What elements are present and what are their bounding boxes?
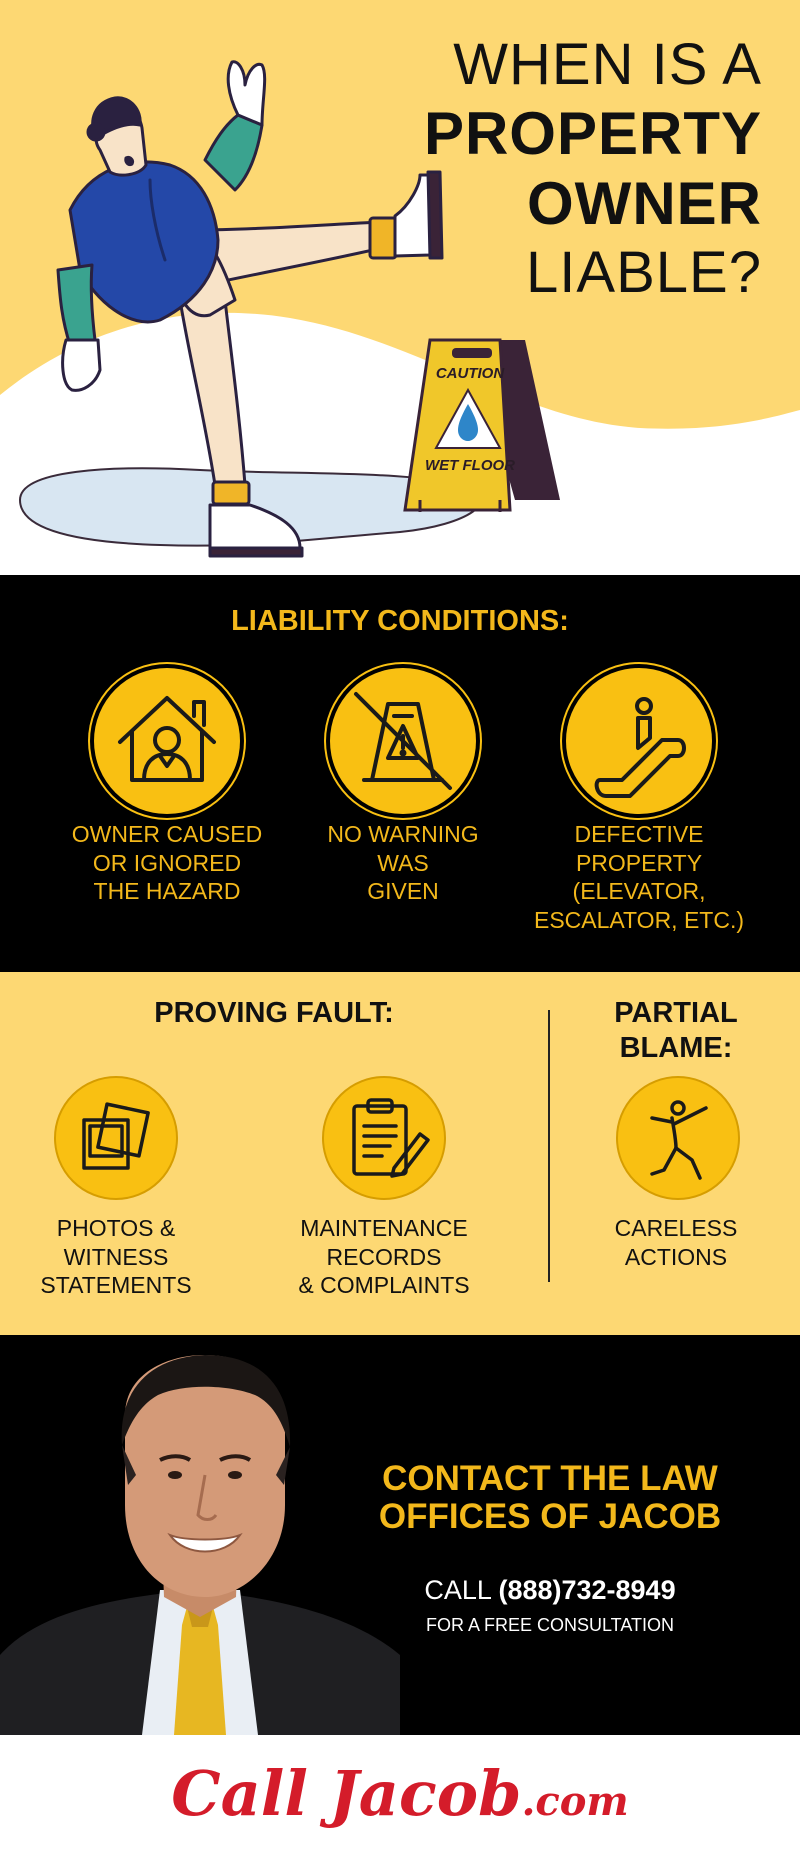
- clipboard-icon: [322, 1076, 446, 1200]
- falling-person-icon: [616, 1076, 740, 1200]
- liability-item-owner-caused: OWNER CAUSED OR IGNORED THE HAZARD: [71, 821, 263, 905]
- contact-heading: CONTACT THE LAW OFFICES OF JACOB: [378, 1459, 722, 1536]
- call-prefix: CALL: [424, 1575, 491, 1605]
- partial-blame-heading: PARTIAL BLAME:: [614, 997, 738, 1065]
- section-divider: [548, 1010, 550, 1282]
- title-line-2: PROPERTY: [423, 100, 762, 167]
- no-warning-sign-icon: [330, 668, 476, 814]
- proving-fault-heading: PROVING FAULT:: [154, 997, 394, 1029]
- fault-item-photos: PHOTOS & WITNESS STATEMENTS: [40, 1215, 192, 1299]
- photos-icon: [54, 1076, 178, 1200]
- footer: [0, 1735, 800, 1855]
- title-line-3: OWNER: [527, 170, 762, 237]
- title-line-4: LIABLE?: [526, 240, 762, 305]
- liability-conditions-section: [0, 575, 800, 972]
- calljacob-logo[interactable]: Call Jacob.com: [171, 1757, 629, 1830]
- svg-text:CAUTION: CAUTION: [435, 365, 505, 382]
- proving-fault-section: [0, 972, 800, 1335]
- liability-item-defective-property: DEFECTIVE PROPERTY (ELEVATOR, ESCALATOR, ETC.): [533, 821, 745, 933]
- free-consultation-text: FOR A FREE CONSULTATION: [425, 1615, 675, 1635]
- fault-item-maintenance: MAINTENANCE RECORDS & COMPLAINTS: [298, 1215, 470, 1299]
- liability-item-no-warning: NO WARNING WAS GIVEN: [327, 821, 479, 905]
- house-person-icon: [94, 668, 240, 814]
- title-line-1: WHEN IS A: [453, 32, 762, 97]
- hero-section: [0, 0, 800, 575]
- wet-floor-sign-icon: [405, 340, 560, 512]
- svg-text:WET FLOOR: WET FLOOR: [425, 457, 515, 474]
- hero-title: [423, 32, 762, 305]
- contact-section: [0, 1335, 800, 1735]
- liability-heading: LIABILITY CONDITIONS:: [231, 605, 569, 637]
- partial-item-careless-actions: CARELESS ACTIONS: [614, 1215, 738, 1270]
- call-line: [340, 1575, 760, 1606]
- phone-number-link[interactable]: (888)732-8949: [498, 1575, 676, 1605]
- escalator-icon: [566, 668, 712, 814]
